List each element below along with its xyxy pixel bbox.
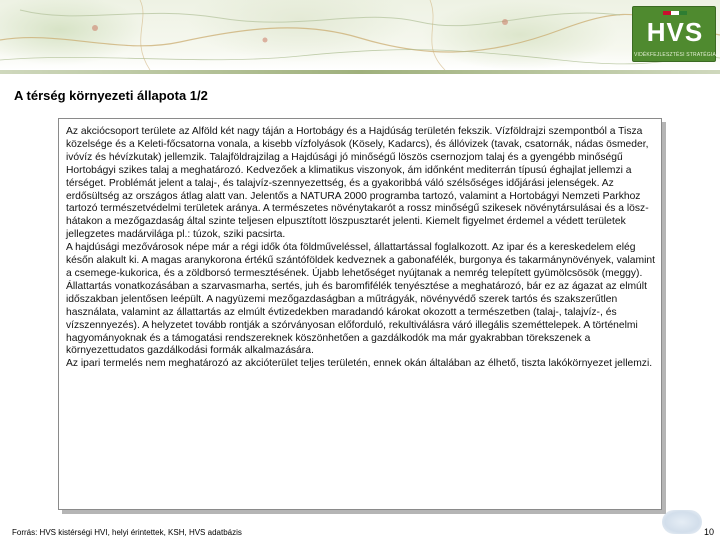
logo-subtitle: VIDÉKFEJLESZTÉSI STRATÉGIA [633, 52, 717, 58]
paragraph-environment: Az akciócsoport területe az Alföld két nagy táján a Hortobágy és a Hajdúság területén fekszik. Vízföldrajzi szempontból a Tisza közelsége és a Keleti-főcsatorna vonala, a kisebb vízfolyások (Kösely, Kadarcs), és állóvizek (tavak, csatornák, nádas ösmeder, ivóvíz és hévízkutak) jellemzik. Talajföldrajzilag a Hajdúsági jó minőségű löszös csernozjom talaj és a gyengébb minőségű Hortobágyi szikes talaj a meghatározó. Kedvezőek a klimatikus viszonyok, ám időnként mediterrán típusú éghajlat jellemzi a térséget. Problémát jelent a talaj-, és talajvíz-szennyezettség, és a gyakoribbá váló szélsőséges időjárási jelenségek. Az erdősültség az országos átlag alatt van. Jelentős a NATURA 2000 programba tartozó, valamint a Hortobágyi Nemzeti Parkhoz tartozó természetvédelmi területek aránya. A természetes növénytakarót a rossz minőségű szikesek növénytársulásai és a löszhátakon a mezőgazdaság által szinte teljesen elpusztított löszpusztarét jelenti. Kiemelt figyelmet érdemel a védett területek jellegzetes madárvilága pl.: túzok, sziki pacsirta. [66, 126, 649, 241]
hvs-logo [632, 6, 716, 62]
logo-text: HVS [646, 17, 704, 47]
paragraph-industry: Az ipari termelés nem meghatározó az akcióterület teljes területén, ennek okán általában az élhető, tiszta lakókörnyezet jellemzi. [66, 358, 653, 370]
footer-source: Forrás: HVS kistérségi HVI, helyi érintettek, KSH, HVS adatbázis [12, 528, 242, 537]
flag-icon [663, 11, 687, 15]
paragraph-agriculture: A hajdúsági mezővárosok népe már a régi idők óta földműveléssel, állattartással foglalkozott. Az ipar és a kereskedelem elég későn alakult ki. A magas aranykorona értékű szántóföldek kedveznek a gabonafélék, burgonya és takarmánynövények, valamint a csemege-kukorica, és a zöldborsó termesztésének. Újabb lehetőséget nyújtanak a nemrég telepített gyümölcsösök (meggy). Állattartás vonatkozásában a szarvasmarha, sertés, juh és baromfifélék tenyésztése a meghatározó, bár ez az ágazat az elmúlt időszakban jelentősen leépült. A nagyüzemi mezőgazdaságban a műtrágyák, növényvédő szerek tartós és szakszerűtlen használata, valamint az állattartás az elmúlt évtizedekben maradandó károkat okozott a természetben (talaj-, talajvíz-, és vízszennyezés). A helyzetet tovább rontják a szórványosan előforduló, rekultiválásra váró illegális szeméttelepek. A történelmi hagyományoknak és a támogatási rendszereknek köszönhetően a gazdálkodók ma már gyakrabban törekszenek a környezettudatos gazdálkodási formák alkalmazására. [66, 242, 655, 357]
content-box [58, 118, 662, 510]
page-title: A térség környezeti állapota 1/2 [14, 88, 208, 103]
footer-logo-icon [662, 510, 702, 534]
header-divider [0, 70, 720, 74]
page-number: 10 [704, 527, 715, 537]
header-banner [0, 0, 720, 70]
map-background [0, 0, 720, 70]
